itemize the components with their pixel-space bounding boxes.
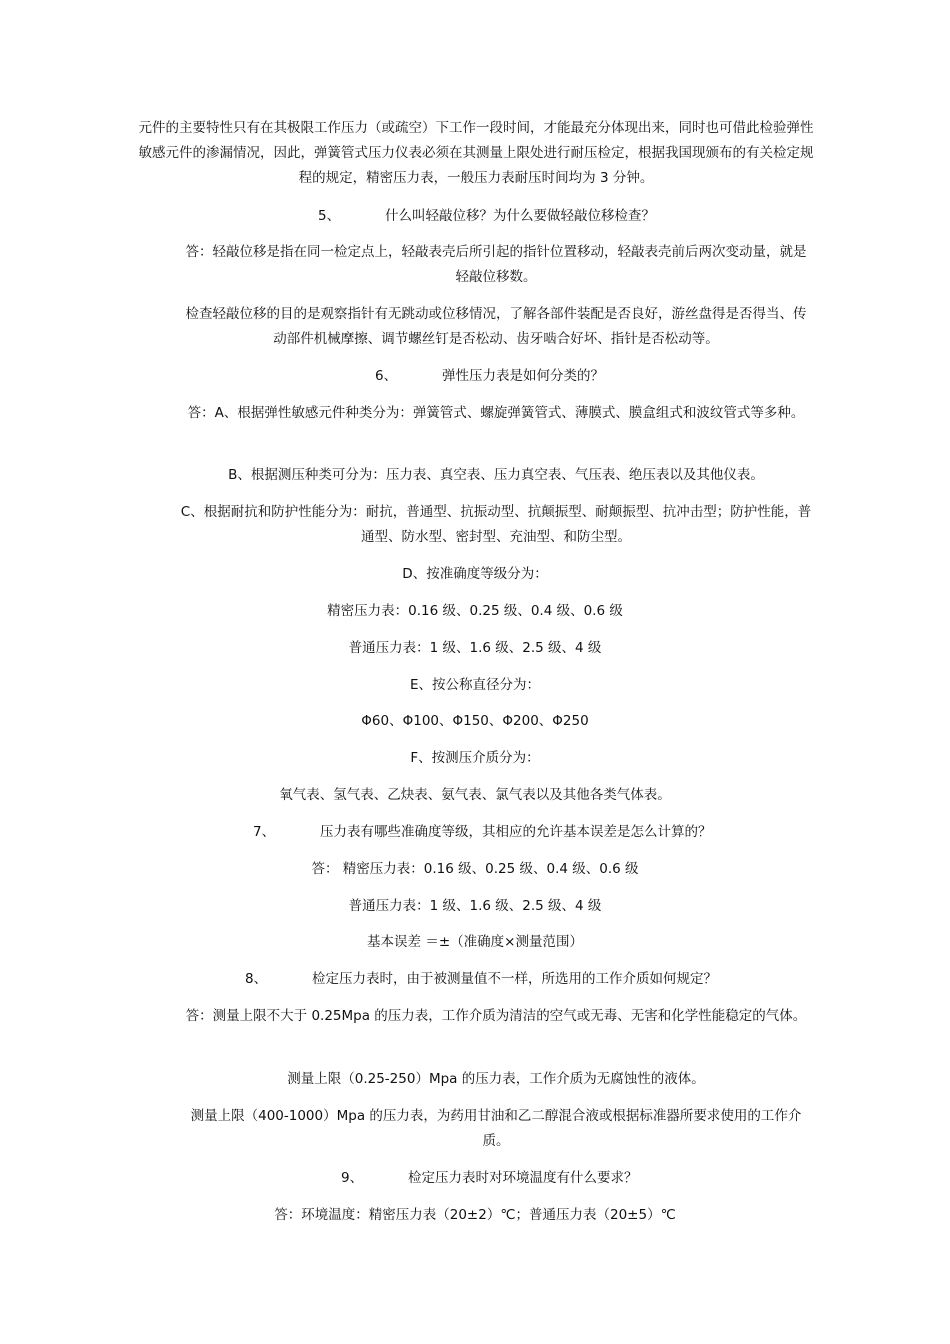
question-text: 压力表有哪些准确度等级，其相应的允许基本误差是怎么计算的？ <box>320 824 712 840</box>
answer-7-ordinary: 普通压力表：1 级、1.6 级、2.5 级、4 级 <box>348 898 602 914</box>
answer-6-f: F、按测压介质分为： <box>410 750 540 766</box>
paragraph-pressure-test: 元件的主要特性只有在其极限工作压力（或疏空）下工作一段时间，才能最充分体现出来，同时也可借此检验弹性敏感元件的渗漏情况，因此，弹簧管式压力仪表必须在其测量上限处进行耐压检定，根据我国现颁布的有关检定规程的规定，精密压力表，一般压力表耐压时间均为 3 分钟。 <box>138 120 814 186</box>
answer-6-d-precision: 精密压力表：0.16 级、0.25 级、0.4 级、0.6 级 <box>327 603 623 619</box>
question-number: 5、 <box>318 208 341 224</box>
question-text: 弹性压力表是如何分类的？ <box>442 368 604 384</box>
question-number: 9、 <box>341 1170 364 1186</box>
answer-5-purpose: 检查轻敲位移的目的是观察指针有无跳动或位移情况，了解各部件装配是否良好，游丝盘得是否得当、传动部件机械摩擦、调节螺丝钉是否松动、齿牙啮合好坏、指针是否松动等。 <box>185 306 807 347</box>
answer-5-definition: 答：轻敲位移是指在同一检定点上，轻敲表壳后所引起的指针位置移动，轻敲表壳前后两次变动量，就是轻敲位移数。 <box>185 244 807 285</box>
answer-6-c: C、根据耐抗和防护性能分为：耐抗，普通型、抗振动型、抗颠振型、耐颠振型、抗冲击型；防护性能，普通型、防水型、密封型、充油型、和防尘型。 <box>180 504 812 545</box>
answer-8-high-range: 测量上限（400-1000）Mpa 的压力表，为药用甘油和乙二醇混合液或根据标准器所要求使用的工作介质。 <box>190 1108 802 1149</box>
question-8 <box>140 967 810 991</box>
question-7 <box>140 820 810 844</box>
question-number: 6、 <box>375 368 398 384</box>
answer-6-f-media: 氧气表、氢气表、乙炔表、氨气表、氯气表以及其他各类气体表。 <box>279 787 671 803</box>
answer-6-e-diameters: Φ60、Φ100、Φ150、Φ200、Φ250 <box>361 713 589 729</box>
question-text: 检定压力表时对环境温度有什么要求？ <box>408 1170 638 1186</box>
question-text: 检定压力表时，由于被测量值不一样，所选用的工作介质如何规定？ <box>312 971 717 987</box>
answer-6-d: D、按准确度等级分为： <box>402 566 548 582</box>
answer-9-temperature: 答：环境温度：精密压力表（20±2）℃；普通压力表（20±5）℃ <box>274 1207 676 1223</box>
answer-8-low-range: 答：测量上限不大于 0.25Mpa 的压力表，工作介质为清洁的空气或无毒、无害和化学性能稳定的气体。 <box>185 1008 807 1024</box>
answer-6-a: 答：A、根据弹性敏感元件种类分为：弹簧管式、螺旋弹簧管式、薄膜式、膜盒组式和波纹管式等多种。 <box>187 405 805 421</box>
answer-8-mid-range: 测量上限（0.25-250）Mpa 的压力表，工作介质为无腐蚀性的液体。 <box>287 1071 705 1087</box>
answer-7-error-formula: 基本误差 ＝±（准确度×测量范围） <box>367 934 583 950</box>
question-9 <box>140 1166 810 1190</box>
question-6 <box>140 364 810 388</box>
question-number: 7、 <box>253 824 276 840</box>
answer-6-d-ordinary: 普通压力表：1 级、1.6 级、2.5 级、4 级 <box>348 640 602 656</box>
question-text: 什么叫轻敲位移？为什么要做轻敲位移检查？ <box>385 208 655 224</box>
answer-6-e: E、按公称直径分为： <box>409 677 541 693</box>
answer-6-b: B、根据测压种类可分为：压力表、真空表、压力真空表、气压表、绝压表以及其他仪表。 <box>228 467 764 483</box>
question-5 <box>140 204 810 228</box>
answer-7-precision: 答： 精密压力表：0.16 级、0.25 级、0.4 级、0.6 级 <box>311 861 639 877</box>
question-number: 8、 <box>245 971 268 987</box>
